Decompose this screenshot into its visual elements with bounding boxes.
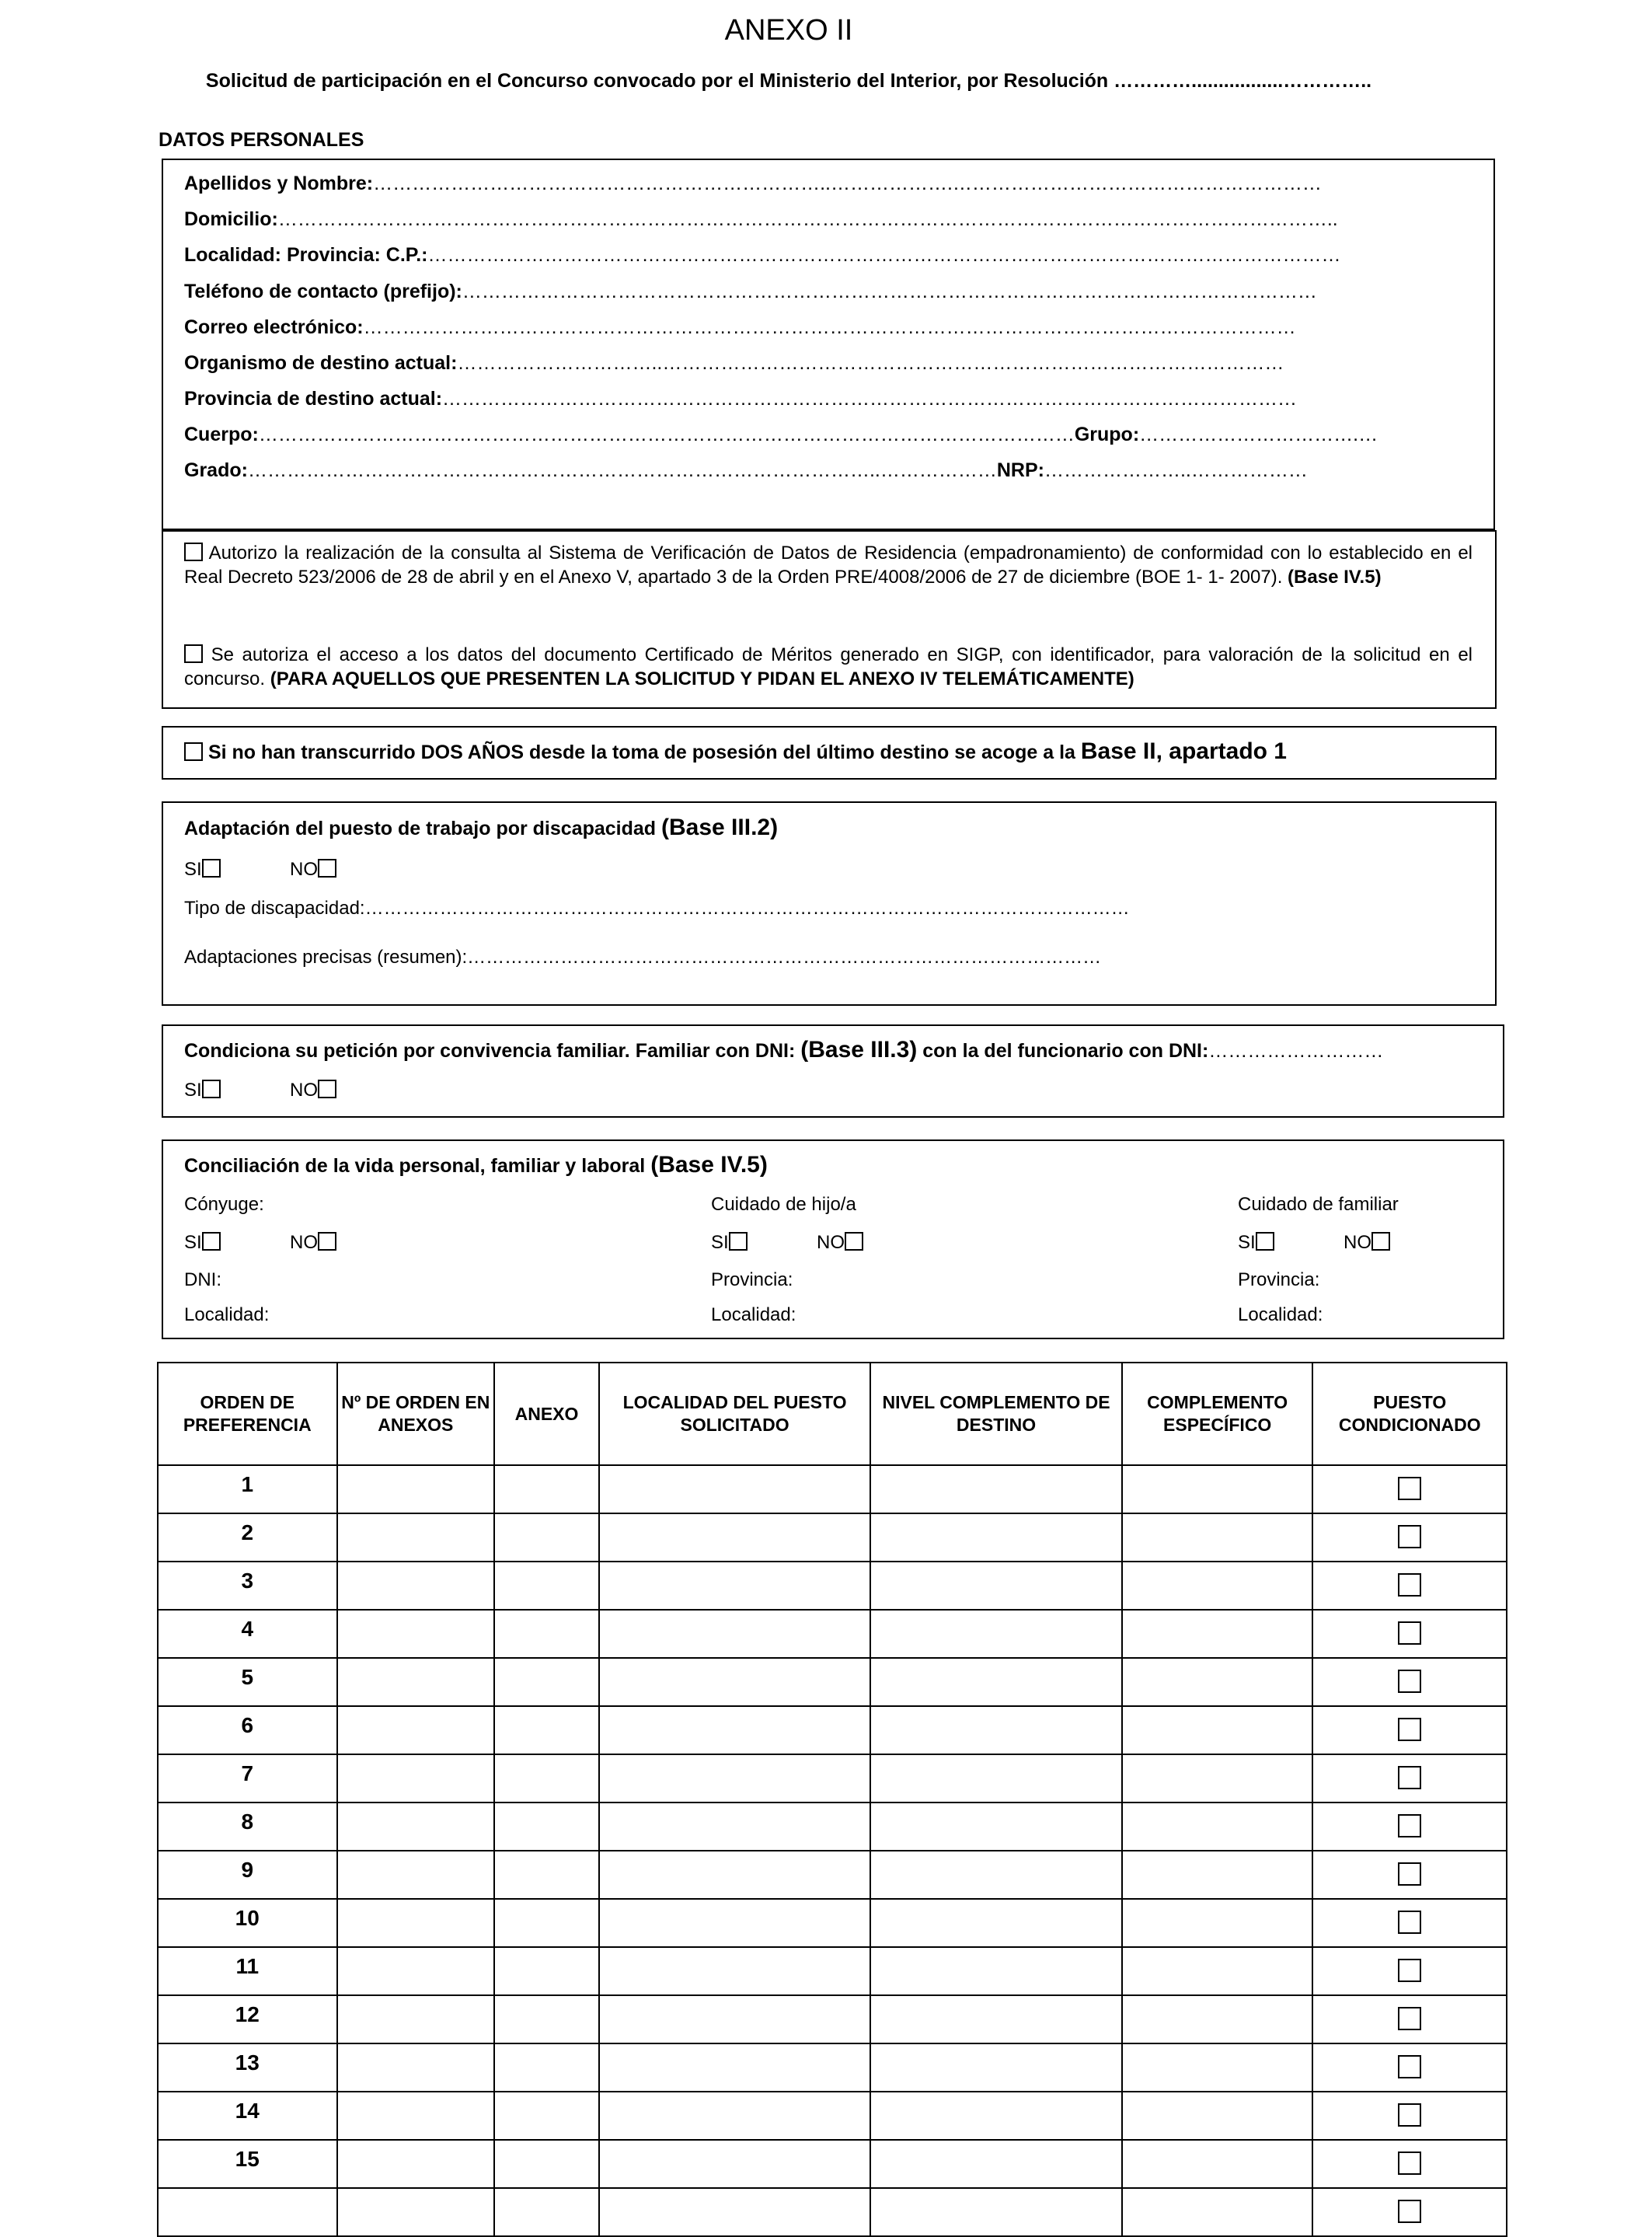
conciliacion-si-option[interactable] bbox=[1238, 1232, 1274, 1254]
personal-field-dots: ……………………………………………………………………………………………………………………………… bbox=[363, 316, 1296, 338]
row-puesto-condicionado-cell bbox=[1312, 1899, 1507, 1947]
conciliacion-field-1: DNI: bbox=[184, 1269, 221, 1290]
table-row bbox=[158, 1995, 1507, 2043]
authorization-paragraph-residencia bbox=[184, 541, 1473, 589]
conciliacion-column-head: Cuidado de hijo/a bbox=[711, 1194, 856, 1215]
row-input-cell[interactable] bbox=[494, 2188, 599, 2236]
discapacidad-no-option[interactable] bbox=[290, 859, 336, 881]
row-input-cell[interactable] bbox=[870, 1610, 1122, 1658]
personal-field-row[interactable] bbox=[184, 352, 1284, 375]
row-input-cell[interactable] bbox=[494, 2092, 599, 2140]
conciliacion-si-option[interactable] bbox=[184, 1232, 221, 1254]
puestos-table bbox=[157, 1362, 1507, 2237]
tipo-discapacidad-field[interactable]: Tipo de discapacidad:…………………………………………………………………………………………………………… bbox=[184, 898, 1130, 919]
row-puesto-condicionado-cell bbox=[1312, 2140, 1507, 2188]
row-input-cell[interactable] bbox=[337, 2188, 495, 2236]
checkbox-conciliacion-si-option[interactable] bbox=[202, 1232, 221, 1251]
checkbox-puesto-condicionado[interactable] bbox=[1398, 2055, 1421, 2078]
personal-field-dots: …………………………………………………………………………………………………………………………… bbox=[427, 244, 1341, 266]
checkbox-discapacidad-si[interactable] bbox=[202, 859, 221, 878]
discapacidad-base: (Base III.2) bbox=[661, 815, 779, 840]
row-puesto-condicionado-cell bbox=[1312, 1754, 1507, 1803]
row-order-number: 1 bbox=[158, 1465, 337, 1513]
row-input-cell[interactable] bbox=[870, 2043, 1122, 2092]
row-order-number: 13 bbox=[158, 2043, 337, 2092]
table-row bbox=[158, 1562, 1507, 1610]
row-input-cell[interactable] bbox=[494, 2043, 599, 2092]
row-input-cell[interactable] bbox=[494, 1658, 599, 1706]
convivencia-no-label: NO bbox=[290, 1080, 318, 1101]
row-input-cell[interactable] bbox=[599, 2043, 870, 2092]
row-order-number: 7 bbox=[158, 1754, 337, 1803]
grupo-label: Grupo: bbox=[1074, 424, 1140, 445]
row-input-cell[interactable] bbox=[870, 1899, 1122, 1947]
row-puesto-condicionado-cell bbox=[1312, 1513, 1507, 1562]
row-input-cell[interactable] bbox=[599, 1610, 870, 1658]
checkbox-conciliacion-no-option[interactable] bbox=[845, 1232, 863, 1251]
row-input-cell[interactable] bbox=[337, 1899, 495, 1947]
table-row bbox=[158, 2043, 1507, 2092]
table-row bbox=[158, 2188, 1507, 2236]
grupo-dots: …………………………….… bbox=[1139, 424, 1378, 445]
checkbox-puesto-condicionado[interactable] bbox=[1398, 1621, 1421, 1645]
row-puesto-condicionado-cell bbox=[1312, 1610, 1507, 1658]
table-row bbox=[158, 1706, 1507, 1754]
table-row bbox=[158, 1513, 1507, 1562]
conciliacion-field-1: Provincia: bbox=[1238, 1269, 1320, 1290]
row-order-number: 5 bbox=[158, 1658, 337, 1706]
table-row bbox=[158, 1754, 1507, 1803]
dos-anos-text-1: Si no han transcurrido bbox=[203, 742, 421, 763]
row-input-cell[interactable] bbox=[1122, 1562, 1313, 1610]
checkbox-conciliacion-si-option[interactable] bbox=[1256, 1232, 1274, 1251]
table-body bbox=[158, 1465, 1507, 2236]
conciliacion-field-2: Localidad: bbox=[184, 1304, 270, 1325]
conciliacion-si-option[interactable] bbox=[711, 1232, 748, 1254]
row-input-cell[interactable] bbox=[599, 1513, 870, 1562]
table-row bbox=[158, 1465, 1507, 1513]
row-input-cell[interactable] bbox=[870, 1465, 1122, 1513]
row-input-cell[interactable] bbox=[870, 1851, 1122, 1899]
checkbox-conciliacion-no-option[interactable] bbox=[318, 1232, 336, 1251]
personal-field-row[interactable] bbox=[184, 388, 1297, 410]
row-input-cell[interactable] bbox=[599, 1947, 870, 1995]
row-puesto-condicionado-cell bbox=[1312, 1706, 1507, 1754]
row-input-cell[interactable] bbox=[599, 1658, 870, 1706]
row-input-cell[interactable] bbox=[599, 1803, 870, 1851]
row-puesto-condicionado-cell bbox=[1312, 1658, 1507, 1706]
row-input-cell[interactable] bbox=[599, 2188, 870, 2236]
checkbox-puesto-condicionado[interactable] bbox=[1398, 1862, 1421, 1886]
row-input-cell[interactable] bbox=[1122, 1513, 1313, 1562]
row-input-cell[interactable] bbox=[870, 2188, 1122, 2236]
row-puesto-condicionado-cell bbox=[1312, 2188, 1507, 2236]
row-input-cell[interactable] bbox=[599, 1465, 870, 1513]
row-input-cell[interactable] bbox=[599, 1706, 870, 1754]
discapacidad-si-label: SI bbox=[184, 859, 202, 880]
checkbox-dos-anos[interactable] bbox=[184, 742, 203, 761]
discapacidad-no-label: NO bbox=[290, 859, 318, 880]
row-input-cell[interactable] bbox=[337, 2043, 495, 2092]
checkbox-puesto-condicionado[interactable] bbox=[1398, 1911, 1421, 1934]
conciliacion-base: (Base IV.5) bbox=[650, 1152, 768, 1178]
convivencia-no-option[interactable] bbox=[290, 1080, 336, 1101]
row-input-cell[interactable] bbox=[494, 2140, 599, 2188]
row-input-cell[interactable] bbox=[494, 1803, 599, 1851]
row-input-cell[interactable] bbox=[1122, 1706, 1313, 1754]
row-input-cell[interactable] bbox=[337, 1610, 495, 1658]
convivencia-si-option[interactable] bbox=[184, 1080, 221, 1101]
checkbox-puesto-condicionado[interactable] bbox=[1398, 1959, 1421, 1982]
personal-field-dots: …………………………………………………………………………………………………………………… bbox=[442, 388, 1298, 410]
row-input-cell[interactable] bbox=[494, 1562, 599, 1610]
conciliacion-no-option-label: NO bbox=[1344, 1232, 1371, 1253]
row-input-cell[interactable] bbox=[494, 1754, 599, 1803]
conciliacion-column-head: Cuidado de familiar bbox=[1238, 1194, 1399, 1215]
adaptaciones-field[interactable]: Adaptaciones precisas (resumen):………………………………………………………………………………………… bbox=[184, 947, 1102, 968]
row-input-cell[interactable] bbox=[337, 1851, 495, 1899]
row-puesto-condicionado-cell bbox=[1312, 1995, 1507, 2043]
personal-field-label: Apellidos y Nombre: bbox=[184, 173, 374, 194]
checkbox-discapacidad-no[interactable] bbox=[318, 859, 336, 878]
row-input-cell[interactable] bbox=[337, 1995, 495, 2043]
row-input-cell[interactable] bbox=[1122, 1610, 1313, 1658]
row-input-cell[interactable] bbox=[337, 1465, 495, 1513]
row-input-cell[interactable] bbox=[1122, 2140, 1313, 2188]
checkbox-puesto-condicionado[interactable] bbox=[1398, 2200, 1421, 2223]
authorization-text-1: Autorizo la realización de la consulta al Sistema de Verificación de Datos de Residencia (empadronamiento) de conformidad con lo establecido en el Real Decreto 523/2006 de 28 de abril y en el Anexo V, apartado 3 de la Orden PRE/4008/2006 de 27 de diciembre (BOE 1- 1- 2007). bbox=[184, 543, 1473, 588]
row-input-cell[interactable] bbox=[494, 1899, 599, 1947]
row-input-cell[interactable] bbox=[1122, 1947, 1313, 1995]
row-input-cell[interactable] bbox=[870, 1754, 1122, 1803]
row-input-cell[interactable] bbox=[337, 1947, 495, 1995]
row-order-number: 2 bbox=[158, 1513, 337, 1562]
personal-field-dots: …………………………………………………………………………………………………………………… bbox=[462, 281, 1317, 302]
conciliacion-no-option-label: NO bbox=[817, 1232, 845, 1253]
row-input-cell[interactable] bbox=[1122, 1995, 1313, 2043]
checkbox-puesto-condicionado[interactable] bbox=[1398, 1718, 1421, 1741]
table-row bbox=[158, 1658, 1507, 1706]
conciliacion-field-1: Provincia: bbox=[711, 1269, 793, 1290]
table-header-cell: ORDEN DE PREFERENCIA bbox=[158, 1363, 337, 1465]
conciliacion-no-option[interactable] bbox=[290, 1232, 336, 1254]
checkbox-autorizo-residencia[interactable] bbox=[184, 543, 203, 561]
row-input-cell[interactable] bbox=[870, 1513, 1122, 1562]
convivencia-dots[interactable]: ……………………… bbox=[1208, 1040, 1384, 1062]
conciliacion-si-option-label: SI bbox=[711, 1232, 729, 1253]
convivencia-si-label: SI bbox=[184, 1080, 202, 1101]
conciliacion-label: Conciliación de la vida personal, familiar y laboral bbox=[184, 1155, 651, 1177]
row-input-cell[interactable] bbox=[337, 2140, 495, 2188]
authorization-text-2: Se autoriza el acceso a los datos del documento Certificado de Méritos generado en SIGP, con identificador, para valoración de la solicitud en el concurso. bbox=[184, 644, 1473, 689]
authorization-base-1: (Base IV.5) bbox=[1288, 567, 1382, 588]
personal-field-row[interactable] bbox=[184, 281, 1317, 303]
row-order-number: 15 bbox=[158, 2140, 337, 2188]
row-input-cell[interactable] bbox=[599, 1995, 870, 2043]
nrp-label: NRP: bbox=[996, 459, 1044, 481]
row-input-cell[interactable] bbox=[337, 1803, 495, 1851]
personal-field-label: Localidad: Provincia: C.P.: bbox=[184, 244, 428, 266]
personal-field-label: Organismo de destino actual: bbox=[184, 352, 458, 374]
cuerpo-label: Cuerpo: bbox=[184, 424, 259, 445]
row-order-number bbox=[158, 2188, 337, 2236]
discapacidad-label: Adaptación del puesto de trabajo por discapacidad bbox=[184, 818, 662, 839]
checkbox-puesto-condicionado[interactable] bbox=[1398, 2151, 1421, 2175]
checkbox-puesto-condicionado[interactable] bbox=[1398, 1670, 1421, 1693]
row-input-cell[interactable] bbox=[1122, 1754, 1313, 1803]
grado-label: Grado: bbox=[184, 459, 248, 481]
row-input-cell[interactable] bbox=[870, 1658, 1122, 1706]
grado-dots: ……………………………………………………………………………………..……………… bbox=[247, 459, 997, 481]
row-order-number: 14 bbox=[158, 2092, 337, 2140]
row-order-number: 4 bbox=[158, 1610, 337, 1658]
row-input-cell[interactable] bbox=[870, 1947, 1122, 1995]
checkbox-puesto-condicionado[interactable] bbox=[1398, 2103, 1421, 2127]
table-row bbox=[158, 1803, 1507, 1851]
table-row bbox=[158, 1610, 1507, 1658]
checkbox-convivencia-si[interactable] bbox=[202, 1080, 221, 1098]
page-title: ANEXO II bbox=[724, 14, 853, 47]
grado-row[interactable] bbox=[184, 459, 1308, 482]
row-order-number: 9 bbox=[158, 1851, 337, 1899]
row-input-cell[interactable] bbox=[870, 1562, 1122, 1610]
conciliacion-no-option[interactable] bbox=[817, 1232, 863, 1254]
row-input-cell[interactable] bbox=[599, 1754, 870, 1803]
personal-field-label: Teléfono de contacto (prefijo): bbox=[184, 281, 462, 302]
row-input-cell[interactable] bbox=[337, 1706, 495, 1754]
table-header-cell: ANEXO bbox=[494, 1363, 599, 1465]
table-header-cell: COMPLEMENTO ESPECÍFICO bbox=[1122, 1363, 1313, 1465]
row-puesto-condicionado-cell bbox=[1312, 1803, 1507, 1851]
row-input-cell[interactable] bbox=[494, 1610, 599, 1658]
conciliacion-field-2: Localidad: bbox=[711, 1304, 796, 1325]
row-input-cell[interactable] bbox=[1122, 1465, 1313, 1513]
dos-anos-line bbox=[184, 738, 1287, 765]
row-input-cell[interactable] bbox=[870, 1995, 1122, 2043]
row-order-number: 11 bbox=[158, 1947, 337, 1995]
checkbox-puesto-condicionado[interactable] bbox=[1398, 1477, 1421, 1500]
row-input-cell[interactable] bbox=[599, 1851, 870, 1899]
discapacidad-heading bbox=[184, 815, 778, 841]
row-puesto-condicionado-cell bbox=[1312, 2043, 1507, 2092]
row-input-cell[interactable] bbox=[337, 1513, 495, 1562]
table-row bbox=[158, 1899, 1507, 1947]
nrp-dots: …………………..……………… bbox=[1044, 459, 1308, 481]
table-header-cell: NIVEL COMPLEMENTO DE DESTINO bbox=[870, 1363, 1122, 1465]
table-header-cell: PUESTO CONDICIONADO bbox=[1312, 1363, 1507, 1465]
conciliacion-si-option-label: SI bbox=[1238, 1232, 1256, 1253]
row-input-cell[interactable] bbox=[1122, 2188, 1313, 2236]
row-input-cell[interactable] bbox=[337, 2092, 495, 2140]
row-input-cell[interactable] bbox=[870, 2140, 1122, 2188]
row-puesto-condicionado-cell bbox=[1312, 1851, 1507, 1899]
dos-anos-bold: DOS AÑOS bbox=[420, 742, 525, 763]
row-input-cell[interactable] bbox=[599, 1899, 870, 1947]
discapacidad-si-option[interactable] bbox=[184, 859, 221, 881]
checkbox-conciliacion-no-option[interactable] bbox=[1371, 1232, 1390, 1251]
row-input-cell[interactable] bbox=[870, 1706, 1122, 1754]
row-input-cell[interactable] bbox=[494, 1513, 599, 1562]
row-order-number: 10 bbox=[158, 1899, 337, 1947]
convivencia-heading bbox=[184, 1037, 1383, 1063]
row-input-cell[interactable] bbox=[1122, 2092, 1313, 2140]
row-puesto-condicionado-cell bbox=[1312, 1465, 1507, 1513]
row-input-cell[interactable] bbox=[599, 2140, 870, 2188]
authorization-base-2: (PARA AQUELLOS QUE PRESENTEN LA SOLICITUD Y PIDAN EL ANEXO IV TELEMÁTICAMENTE) bbox=[270, 668, 1134, 689]
row-order-number: 12 bbox=[158, 1995, 337, 2043]
row-order-number: 3 bbox=[158, 1562, 337, 1610]
row-input-cell[interactable] bbox=[1122, 1658, 1313, 1706]
dos-anos-text-2: desde la toma de posesión del último destino se acoge a la bbox=[524, 742, 1081, 763]
checkbox-autorizo-sigp[interactable] bbox=[184, 644, 203, 663]
conciliacion-no-option-label: NO bbox=[290, 1232, 318, 1253]
checkbox-conciliacion-si-option[interactable] bbox=[729, 1232, 748, 1251]
row-order-number: 6 bbox=[158, 1706, 337, 1754]
row-input-cell[interactable] bbox=[1122, 1899, 1313, 1947]
personal-field-dots: ……………………………………………………………..……………….………………………………………………… bbox=[373, 173, 1322, 194]
row-input-cell[interactable] bbox=[1122, 1851, 1313, 1899]
row-input-cell[interactable] bbox=[494, 1706, 599, 1754]
checkbox-convivencia-no[interactable] bbox=[318, 1080, 336, 1098]
convivencia-label: Condiciona su petición por convivencia familiar. Familiar con DNI: bbox=[184, 1040, 801, 1062]
checkbox-puesto-condicionado[interactable] bbox=[1398, 1814, 1421, 1837]
row-input-cell[interactable] bbox=[494, 1947, 599, 1995]
table-row bbox=[158, 2092, 1507, 2140]
row-input-cell[interactable] bbox=[599, 2092, 870, 2140]
row-input-cell[interactable] bbox=[337, 1658, 495, 1706]
personal-field-row[interactable] bbox=[184, 208, 1338, 231]
dos-anos-base: Base II, apartado 1 bbox=[1080, 738, 1287, 764]
page-subtitle: Solicitud de participación en el Concurso convocado por el Ministerio del Interior, por Resolución ………….................………….. bbox=[205, 70, 1372, 92]
personal-field-label: Provincia de destino actual: bbox=[184, 388, 443, 410]
checkbox-puesto-condicionado[interactable] bbox=[1398, 2007, 1421, 2030]
row-input-cell[interactable] bbox=[1122, 2043, 1313, 2092]
checkbox-puesto-condicionado[interactable] bbox=[1398, 1766, 1421, 1789]
checkbox-puesto-condicionado[interactable] bbox=[1398, 1525, 1421, 1548]
convivencia-label-2: con la del funcionario con DNI: bbox=[917, 1040, 1209, 1062]
personal-field-dots: …………………………..…………………………………………………………………………………… bbox=[457, 352, 1284, 374]
row-order-number: 8 bbox=[158, 1803, 337, 1851]
row-input-cell[interactable] bbox=[494, 1851, 599, 1899]
row-puesto-condicionado-cell bbox=[1312, 1562, 1507, 1610]
row-puesto-condicionado-cell bbox=[1312, 2092, 1507, 2140]
conciliacion-si-option-label: SI bbox=[184, 1232, 202, 1253]
conciliacion-no-option[interactable] bbox=[1344, 1232, 1390, 1254]
table-row bbox=[158, 1851, 1507, 1899]
personal-field-label: Domicilio: bbox=[184, 208, 278, 230]
cuerpo-dots: ……………………………………………………………………………………………………………… bbox=[258, 424, 1075, 445]
conciliacion-field-2: Localidad: bbox=[1238, 1304, 1323, 1325]
conciliacion-column-head: Cónyuge: bbox=[184, 1194, 264, 1215]
personal-field-row[interactable] bbox=[184, 316, 1296, 339]
row-input-cell[interactable] bbox=[1122, 1803, 1313, 1851]
personal-field-dots: ……………………………………………………………………………………………………………………………………………….. bbox=[277, 208, 1338, 230]
row-puesto-condicionado-cell bbox=[1312, 1947, 1507, 1995]
cuerpo-row[interactable] bbox=[184, 424, 1378, 446]
personal-field-row[interactable] bbox=[184, 244, 1341, 267]
authorization-paragraph-sigp bbox=[184, 643, 1473, 691]
row-input-cell[interactable] bbox=[337, 1562, 495, 1610]
personal-field-label: Correo electrónico: bbox=[184, 316, 364, 338]
row-input-cell[interactable] bbox=[599, 1562, 870, 1610]
table-header-cell: Nº DE ORDEN EN ANEXOS bbox=[337, 1363, 495, 1465]
convivencia-base: (Base III.3) bbox=[800, 1037, 918, 1063]
checkbox-puesto-condicionado[interactable] bbox=[1398, 1573, 1421, 1597]
personal-field-row[interactable] bbox=[184, 173, 1322, 195]
table-row bbox=[158, 2140, 1507, 2188]
conciliacion-heading bbox=[184, 1152, 768, 1178]
row-input-cell[interactable] bbox=[870, 1803, 1122, 1851]
table-header-row bbox=[158, 1363, 1507, 1465]
table-row bbox=[158, 1947, 1507, 1995]
row-input-cell[interactable] bbox=[337, 1754, 495, 1803]
section-label-datos-personales: DATOS PERSONALES bbox=[159, 129, 364, 151]
table-header-cell: LOCALIDAD DEL PUESTO SOLICITADO bbox=[599, 1363, 870, 1465]
row-input-cell[interactable] bbox=[494, 1995, 599, 2043]
row-input-cell[interactable] bbox=[494, 1465, 599, 1513]
row-input-cell[interactable] bbox=[870, 2092, 1122, 2140]
